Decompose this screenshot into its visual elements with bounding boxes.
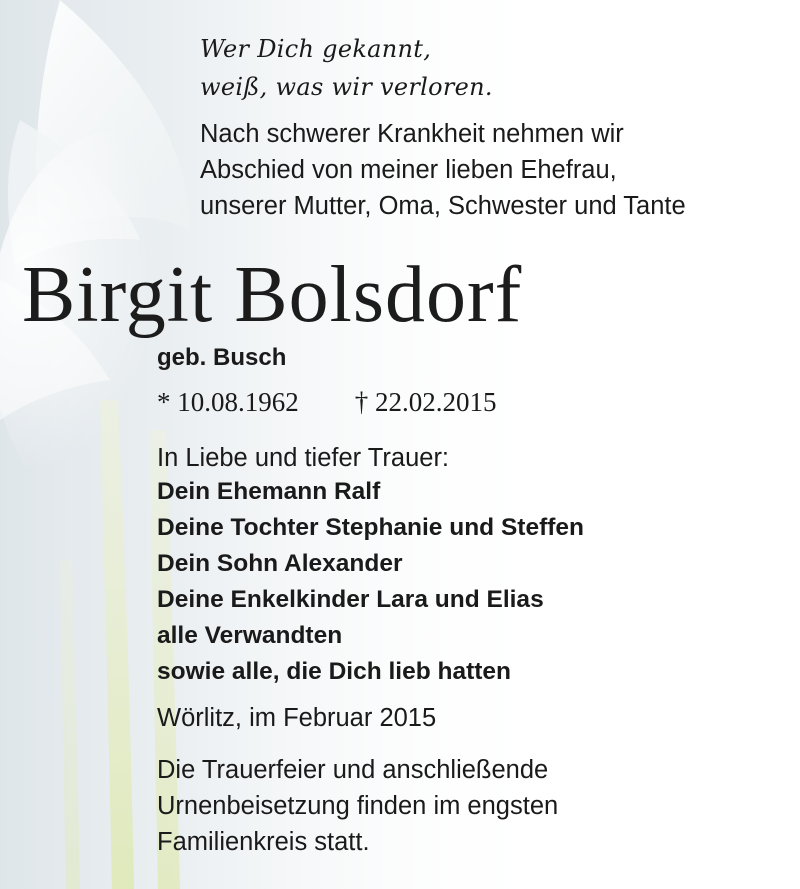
list-item: sowie alle, die Dich lieb hatten [157,658,511,685]
life-dates [157,384,497,420]
funeral-line: Familienkreis statt. [157,828,370,856]
motto-verse [200,30,493,106]
motto-line: weiß, was wir verloren. [200,73,493,101]
intro-line: unserer Mutter, Oma, Schwester und Tante [200,192,686,220]
mourners-list [157,474,584,690]
list-item: Deine Tochter Stephanie und Steffen [157,514,584,541]
death-date: † 22.02.2015 [354,387,497,417]
motto-line: Wer Dich gekannt, [200,35,432,63]
intro-line: Abschied von meiner lieben Ehefrau, [200,156,617,184]
mourners-intro: In Liebe und tiefer Trauer: [157,444,450,472]
intro-line: Nach schwerer Krankheit nehmen wir [200,120,624,148]
list-item: Dein Sohn Alexander [157,550,403,577]
funeral-notice [157,752,558,860]
birth-date: * 10.08.1962 [157,387,299,417]
funeral-line: Urnenbeisetzung finden im engsten [157,792,559,820]
maiden-name: geb. Busch [157,344,287,371]
funeral-line: Die Trauerfeier und anschließende [157,756,549,784]
announcement-intro [200,116,686,224]
deceased-name: Birgit Bolsdorf [22,251,523,339]
list-item: Dein Ehemann Ralf [157,478,381,505]
place-and-date: Wörlitz, im Februar 2015 [157,704,437,732]
list-item: alle Verwandten [157,622,343,649]
list-item: Deine Enkelkinder Lara und Elias [157,586,544,613]
